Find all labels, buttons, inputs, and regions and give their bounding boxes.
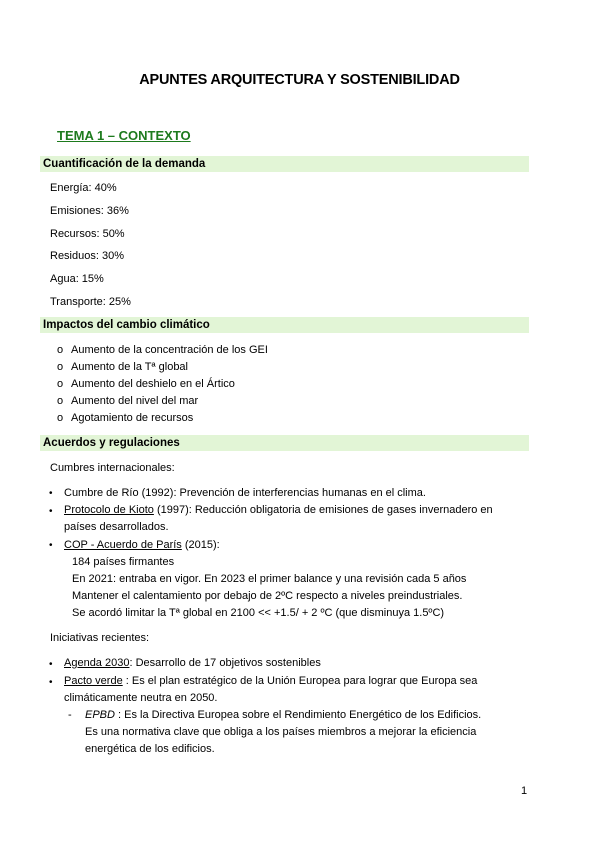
- cop-detail: Se acordó limitar la Tª global en 2100 << +1.5/ + 2 ºC (que disminuya 1.5ºC): [72, 607, 445, 619]
- list-item: Agotamiento de recursos: [71, 412, 194, 424]
- list-bullet: •: [49, 659, 53, 670]
- cop-paris: [64, 538, 220, 552]
- agenda-2030: [64, 656, 321, 670]
- protocolo-kioto: [64, 503, 493, 517]
- protocolo-kioto-text: (1997): Reducción obligatoria de emisiones de gases invernadero en: [153, 504, 493, 516]
- heading-acuerdos: Acuerdos y regulaciones: [40, 435, 529, 451]
- epbd-cont: energética de los edificios.: [85, 743, 215, 755]
- epbd-label: EPBD: [85, 709, 115, 721]
- cop-detail: En 2021: entraba en vigor. En 2023 el primer balance y una revisión cada 5 años: [72, 573, 467, 585]
- pacto-verde: [64, 674, 477, 688]
- list-bullet: •: [49, 506, 53, 517]
- stat-item: Agua: 15%: [50, 273, 104, 285]
- page-number: 1: [521, 785, 528, 797]
- stat-item: Recursos: 50%: [50, 228, 125, 240]
- agenda-2030-text: : Desarrollo de 17 objetivos sostenibles: [129, 657, 321, 669]
- stat-item: Energía: 40%: [50, 182, 117, 194]
- section-tema-heading: TEMA 1 – CONTEXTO: [57, 128, 191, 143]
- protocolo-kioto-link[interactable]: Protocolo de Kioto: [64, 504, 154, 516]
- pacto-verde-text: : Es el plan estratégico de la Unión Europea para lograr que Europa sea: [122, 675, 478, 687]
- protocolo-kioto-cont: países desarrollados.: [64, 521, 169, 533]
- epbd-text: : Es la Directiva Europea sobre el Rendimiento Energético de los Edificios.: [114, 709, 482, 721]
- list-bullet: •: [49, 540, 53, 551]
- agenda-2030-link[interactable]: Agenda 2030: [64, 657, 130, 669]
- list-bullet: o: [57, 378, 64, 390]
- cop-detail: Mantener el calentamiento por debajo de 2ºC respecto a niveles preindustriales.: [72, 590, 463, 602]
- list-item: Aumento de la Tª global: [71, 361, 188, 373]
- cumbre-rio: Cumbre de Río (1992): Prevención de interferencias humanas en el clima.: [64, 487, 426, 499]
- document-title: APUNTES ARQUITECTURA Y SOSTENIBILIDAD: [139, 72, 460, 88]
- list-bullet: o: [57, 412, 64, 424]
- list-bullet: o: [57, 344, 64, 356]
- pacto-verde-cont: climáticamente neutra en 2050.: [64, 692, 218, 704]
- pacto-verde-link[interactable]: Pacto verde: [64, 675, 123, 687]
- list-bullet: o: [57, 361, 64, 373]
- stat-item: Residuos: 30%: [50, 250, 124, 262]
- list-bullet: •: [49, 488, 53, 499]
- stat-item: Emisiones: 36%: [50, 205, 129, 217]
- stat-item: Transporte: 25%: [50, 296, 131, 308]
- cop-detail: 184 países firmantes: [72, 556, 175, 568]
- heading-impactos: Impactos del cambio climático: [40, 317, 529, 333]
- list-item: Aumento de la concentración de los GEI: [71, 344, 268, 356]
- list-item: Aumento del deshielo en el Ártico: [71, 378, 235, 390]
- cumbres-label: Cumbres internacionales:: [50, 462, 175, 474]
- cop-paris-text: (2015):: [181, 539, 220, 551]
- list-bullet: o: [57, 395, 64, 407]
- epbd-cont: Es una normativa clave que obliga a los países miembros a mejorar la eficiencia: [85, 726, 477, 738]
- list-item: Aumento del nivel del mar: [71, 395, 199, 407]
- iniciativas-label: Iniciativas recientes:: [50, 632, 150, 644]
- list-bullet: •: [49, 677, 53, 688]
- epbd: [85, 708, 481, 722]
- heading-cuantificacion: Cuantificación de la demanda: [40, 156, 529, 172]
- dash-bullet: -: [68, 709, 72, 721]
- cop-paris-link[interactable]: COP - Acuerdo de París: [64, 539, 182, 551]
